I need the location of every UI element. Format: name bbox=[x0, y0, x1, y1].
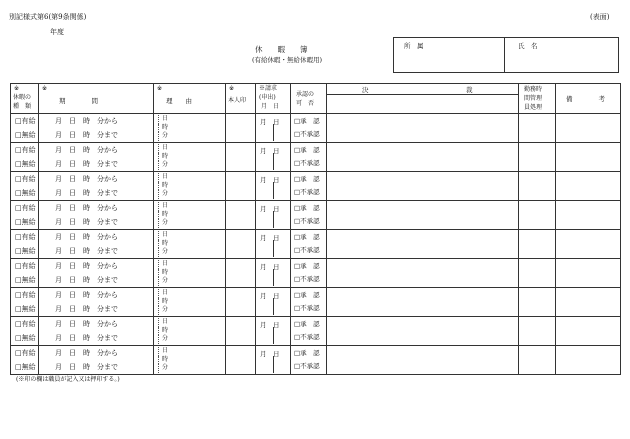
unpaid-checkbox[interactable]: □無給 bbox=[15, 276, 36, 284]
request-divider bbox=[273, 153, 274, 170]
info-divider bbox=[504, 38, 505, 72]
leave-type-cell[interactable] bbox=[11, 230, 39, 259]
remarks-cell[interactable] bbox=[556, 317, 621, 346]
remarks-cell[interactable] bbox=[556, 259, 621, 288]
unit-day: 日 bbox=[158, 289, 180, 298]
approval-cell[interactable] bbox=[291, 114, 327, 143]
request-month-day: 月 日 bbox=[260, 205, 280, 213]
period-from: 月 日 時 分から bbox=[55, 291, 118, 299]
remarks-cell[interactable] bbox=[556, 288, 621, 317]
period-to: 月 日 時 分まで bbox=[55, 363, 118, 371]
request-divider bbox=[273, 240, 274, 257]
leave-type-cell[interactable] bbox=[11, 317, 39, 346]
seal-cell[interactable] bbox=[226, 288, 256, 317]
reject-checkbox[interactable]: □不承認 bbox=[294, 362, 320, 370]
leave-entry-row bbox=[11, 172, 621, 201]
request-date-cell[interactable] bbox=[256, 346, 291, 375]
decision-cell[interactable] bbox=[327, 114, 519, 143]
period-from: 月 日 時 分から bbox=[55, 117, 118, 125]
paid-checkbox[interactable]: □有給 bbox=[15, 349, 36, 357]
department-label: 所 属 bbox=[404, 42, 424, 50]
approval-cell[interactable] bbox=[291, 230, 327, 259]
remarks-cell[interactable] bbox=[556, 230, 621, 259]
unit-hour: 時 bbox=[158, 327, 180, 336]
decision-cell[interactable] bbox=[327, 143, 519, 172]
period-cell[interactable] bbox=[39, 317, 169, 346]
request-divider bbox=[273, 298, 274, 315]
request-month-day: 月 日 bbox=[260, 292, 280, 300]
duration-units bbox=[158, 115, 180, 141]
attendance-manager-cell[interactable] bbox=[519, 201, 556, 230]
paid-checkbox[interactable]: □有給 bbox=[15, 204, 36, 212]
request-divider bbox=[273, 356, 274, 373]
approve-checkbox[interactable]: □承 認 bbox=[294, 349, 320, 357]
form-subtitle: (有給休暇・無給休暇用) bbox=[252, 56, 323, 64]
unit-minute: 分 bbox=[158, 306, 180, 315]
duration-units bbox=[158, 289, 180, 315]
duration-units bbox=[158, 202, 180, 228]
reject-checkbox[interactable]: □不承認 bbox=[294, 130, 320, 138]
reason-header: ※ 理 由 bbox=[154, 84, 226, 114]
form-reference: 別記様式第6(第9条関係) bbox=[9, 13, 87, 21]
request-date-cell[interactable] bbox=[256, 201, 291, 230]
approve-checkbox[interactable]: □承 認 bbox=[294, 320, 320, 328]
period-from: 月 日 時 分から bbox=[55, 349, 118, 357]
duration-units bbox=[158, 173, 180, 199]
leave-entry-row bbox=[11, 288, 621, 317]
period-to: 月 日 時 分まで bbox=[55, 334, 118, 342]
reject-checkbox[interactable]: □不承認 bbox=[294, 333, 320, 341]
request-date-cell[interactable] bbox=[256, 143, 291, 172]
remarks-cell[interactable] bbox=[556, 201, 621, 230]
unpaid-checkbox[interactable]: □無給 bbox=[15, 160, 36, 168]
request-month-day: 月 日 bbox=[260, 321, 280, 329]
seal-cell[interactable] bbox=[226, 172, 256, 201]
request-month-day: 月 日 bbox=[260, 176, 280, 184]
approve-checkbox[interactable]: □承 認 bbox=[294, 291, 320, 299]
reject-checkbox[interactable]: □不承認 bbox=[294, 217, 320, 225]
request-month-day: 月 日 bbox=[260, 234, 280, 242]
request-date-cell[interactable] bbox=[256, 114, 291, 143]
unit-day: 日 bbox=[158, 115, 180, 124]
period-cell[interactable] bbox=[39, 114, 169, 143]
unit-hour: 時 bbox=[158, 269, 180, 278]
leave-entry-row bbox=[11, 317, 621, 346]
request-divider bbox=[273, 124, 274, 141]
period-from: 月 日 時 分から bbox=[55, 146, 118, 154]
decision-cell[interactable] bbox=[327, 201, 519, 230]
attendance-manager-cell[interactable] bbox=[519, 288, 556, 317]
period-to: 月 日 時 分まで bbox=[55, 247, 118, 255]
leave-type-cell[interactable] bbox=[11, 288, 39, 317]
request-divider bbox=[273, 211, 274, 228]
employee-info-box bbox=[393, 37, 619, 73]
paid-checkbox[interactable]: □有給 bbox=[15, 117, 36, 125]
unpaid-checkbox[interactable]: □無給 bbox=[15, 305, 36, 313]
paid-checkbox[interactable]: □有給 bbox=[15, 262, 36, 270]
unpaid-checkbox[interactable]: □無給 bbox=[15, 218, 36, 226]
request-divider bbox=[273, 182, 274, 199]
unit-day: 日 bbox=[158, 347, 180, 356]
approval-cell[interactable] bbox=[291, 143, 327, 172]
paid-checkbox[interactable]: □有給 bbox=[15, 233, 36, 241]
period-to: 月 日 時 分まで bbox=[55, 276, 118, 284]
duration-units bbox=[158, 144, 180, 170]
leave-type-cell[interactable] bbox=[11, 201, 39, 230]
name-label: 氏 名 bbox=[518, 42, 538, 50]
paid-checkbox[interactable]: □有給 bbox=[15, 146, 36, 154]
decision-cell[interactable] bbox=[327, 317, 519, 346]
leave-register-table bbox=[10, 83, 621, 375]
unpaid-checkbox[interactable]: □無給 bbox=[15, 247, 36, 255]
period-to: 月 日 時 分まで bbox=[55, 131, 118, 139]
unit-day: 日 bbox=[158, 318, 180, 327]
period-from: 月 日 時 分から bbox=[55, 204, 118, 212]
paid-checkbox[interactable]: □有給 bbox=[15, 291, 36, 299]
approve-checkbox[interactable]: □承 認 bbox=[294, 204, 320, 212]
unit-day: 日 bbox=[158, 202, 180, 211]
unit-minute: 分 bbox=[158, 219, 180, 228]
request-date-cell[interactable] bbox=[256, 230, 291, 259]
period-cell[interactable] bbox=[39, 259, 169, 288]
unit-hour: 時 bbox=[158, 211, 180, 220]
period-cell[interactable] bbox=[39, 143, 169, 172]
leave-entry-row bbox=[11, 143, 621, 172]
remarks-header: 備 考 bbox=[556, 84, 621, 114]
period-to: 月 日 時 分まで bbox=[55, 189, 118, 197]
approval-cell[interactable] bbox=[291, 317, 327, 346]
decision-cell[interactable] bbox=[327, 172, 519, 201]
unit-hour: 時 bbox=[158, 298, 180, 307]
footer-note: (※印の欄は職員が記入又は押印する。) bbox=[16, 376, 120, 383]
type-header: ※ 休暇の 種 類 bbox=[11, 84, 39, 114]
period-cell[interactable] bbox=[39, 230, 169, 259]
unit-minute: 分 bbox=[158, 364, 180, 373]
period-from: 月 日 時 分から bbox=[55, 262, 118, 270]
unit-day: 日 bbox=[158, 144, 180, 153]
seal-cell[interactable] bbox=[226, 143, 256, 172]
leave-type-cell[interactable] bbox=[11, 346, 39, 375]
approve-checkbox[interactable]: □承 認 bbox=[294, 146, 320, 154]
request-month-day: 月 日 bbox=[260, 350, 280, 358]
unpaid-checkbox[interactable]: □無給 bbox=[15, 131, 36, 139]
unit-minute: 分 bbox=[158, 161, 180, 170]
seal-cell[interactable] bbox=[226, 346, 256, 375]
attendance-manager-cell[interactable] bbox=[519, 317, 556, 346]
unit-hour: 時 bbox=[158, 240, 180, 249]
attendance-manager-cell[interactable] bbox=[519, 143, 556, 172]
paid-checkbox[interactable]: □有給 bbox=[15, 175, 36, 183]
approval-cell[interactable] bbox=[291, 346, 327, 375]
period-from: 月 日 時 分から bbox=[55, 175, 118, 183]
unit-hour: 時 bbox=[158, 182, 180, 191]
leave-type-cell[interactable] bbox=[11, 259, 39, 288]
unpaid-checkbox[interactable]: □無給 bbox=[15, 189, 36, 197]
reject-checkbox[interactable]: □不承認 bbox=[294, 159, 320, 167]
request-date-cell[interactable] bbox=[256, 259, 291, 288]
leave-type-cell[interactable] bbox=[11, 143, 39, 172]
request-month-day: 月 日 bbox=[260, 263, 280, 271]
attendance-manager-header: 勤務時 間管理 員処理 bbox=[519, 84, 556, 114]
unit-hour: 時 bbox=[158, 124, 180, 133]
unit-minute: 分 bbox=[158, 132, 180, 141]
decision-cell[interactable] bbox=[327, 346, 519, 375]
approval-header: 承認の 可 否 bbox=[291, 84, 327, 114]
period-cell[interactable] bbox=[39, 288, 169, 317]
unit-hour: 時 bbox=[158, 356, 180, 365]
attendance-manager-cell[interactable] bbox=[519, 259, 556, 288]
unit-day: 日 bbox=[158, 260, 180, 269]
seal-cell[interactable] bbox=[226, 201, 256, 230]
decision-header: 決 裁 bbox=[327, 84, 519, 114]
attendance-manager-cell[interactable] bbox=[519, 114, 556, 143]
remarks-cell[interactable] bbox=[556, 172, 621, 201]
request-month-day: 月 日 bbox=[260, 118, 280, 126]
request-date-cell[interactable] bbox=[256, 317, 291, 346]
decision-cell[interactable] bbox=[327, 230, 519, 259]
period-from: 月 日 時 分から bbox=[55, 233, 118, 241]
approval-cell[interactable] bbox=[291, 172, 327, 201]
approve-checkbox[interactable]: □承 認 bbox=[294, 175, 320, 183]
request-date-header: ※請求 (申出) 月 日 bbox=[256, 84, 291, 114]
remarks-cell[interactable] bbox=[556, 114, 621, 143]
period-header: ※ 期 間 bbox=[39, 84, 154, 114]
unit-day: 日 bbox=[158, 231, 180, 240]
unit-minute: 分 bbox=[158, 335, 180, 344]
page-side: (表面) bbox=[590, 13, 610, 21]
duration-units bbox=[158, 260, 180, 286]
duration-units bbox=[158, 318, 180, 344]
period-cell[interactable] bbox=[39, 172, 169, 201]
duration-units bbox=[158, 231, 180, 257]
reject-checkbox[interactable]: □不承認 bbox=[294, 246, 320, 254]
unpaid-checkbox[interactable]: □無給 bbox=[15, 334, 36, 342]
seal-cell[interactable] bbox=[226, 259, 256, 288]
leave-type-cell[interactable] bbox=[11, 114, 39, 143]
form-title: 休 暇 簿 bbox=[255, 45, 308, 54]
reject-checkbox[interactable]: □不承認 bbox=[294, 275, 320, 283]
leave-entry-row bbox=[11, 114, 621, 143]
paid-checkbox[interactable]: □有給 bbox=[15, 320, 36, 328]
remarks-cell[interactable] bbox=[556, 346, 621, 375]
period-to: 月 日 時 分まで bbox=[55, 218, 118, 226]
leave-entry-row bbox=[11, 346, 621, 375]
approval-cell[interactable] bbox=[291, 201, 327, 230]
leave-entry-row bbox=[11, 259, 621, 288]
approval-cell[interactable] bbox=[291, 288, 327, 317]
approve-checkbox[interactable]: □承 認 bbox=[294, 262, 320, 270]
reject-checkbox[interactable]: □不承認 bbox=[294, 188, 320, 196]
seal-cell[interactable] bbox=[226, 230, 256, 259]
unit-minute: 分 bbox=[158, 277, 180, 286]
leave-entry-row bbox=[11, 201, 621, 230]
seal-cell[interactable] bbox=[226, 114, 256, 143]
header-row bbox=[11, 84, 621, 114]
leave-type-cell[interactable] bbox=[11, 172, 39, 201]
request-divider bbox=[273, 269, 274, 286]
request-date-cell[interactable] bbox=[256, 172, 291, 201]
request-month-day: 月 日 bbox=[260, 147, 280, 155]
seal-cell[interactable] bbox=[226, 317, 256, 346]
fiscal-year-label: 年度 bbox=[50, 28, 64, 36]
period-to: 月 日 時 分まで bbox=[55, 305, 118, 313]
unit-minute: 分 bbox=[158, 248, 180, 257]
attendance-manager-cell[interactable] bbox=[519, 172, 556, 201]
seal-header: ※ 本人印 bbox=[226, 84, 256, 114]
approve-checkbox[interactable]: □承 認 bbox=[294, 233, 320, 241]
duration-units bbox=[158, 347, 180, 373]
unit-day: 日 bbox=[158, 173, 180, 182]
period-from: 月 日 時 分から bbox=[55, 320, 118, 328]
decision-cell[interactable] bbox=[327, 259, 519, 288]
period-cell[interactable] bbox=[39, 201, 169, 230]
attendance-manager-cell[interactable] bbox=[519, 230, 556, 259]
unit-hour: 時 bbox=[158, 153, 180, 162]
period-to: 月 日 時 分まで bbox=[55, 160, 118, 168]
attendance-manager-cell[interactable] bbox=[519, 346, 556, 375]
remarks-cell[interactable] bbox=[556, 143, 621, 172]
approval-cell[interactable] bbox=[291, 259, 327, 288]
approve-checkbox[interactable]: □承 認 bbox=[294, 117, 320, 125]
unpaid-checkbox[interactable]: □無給 bbox=[15, 363, 36, 371]
decision-cell[interactable] bbox=[327, 288, 519, 317]
unit-minute: 分 bbox=[158, 190, 180, 199]
leave-entry-row bbox=[11, 230, 621, 259]
reject-checkbox[interactable]: □不承認 bbox=[294, 304, 320, 312]
period-cell[interactable] bbox=[39, 346, 169, 375]
request-divider bbox=[273, 327, 274, 344]
request-date-cell[interactable] bbox=[256, 288, 291, 317]
